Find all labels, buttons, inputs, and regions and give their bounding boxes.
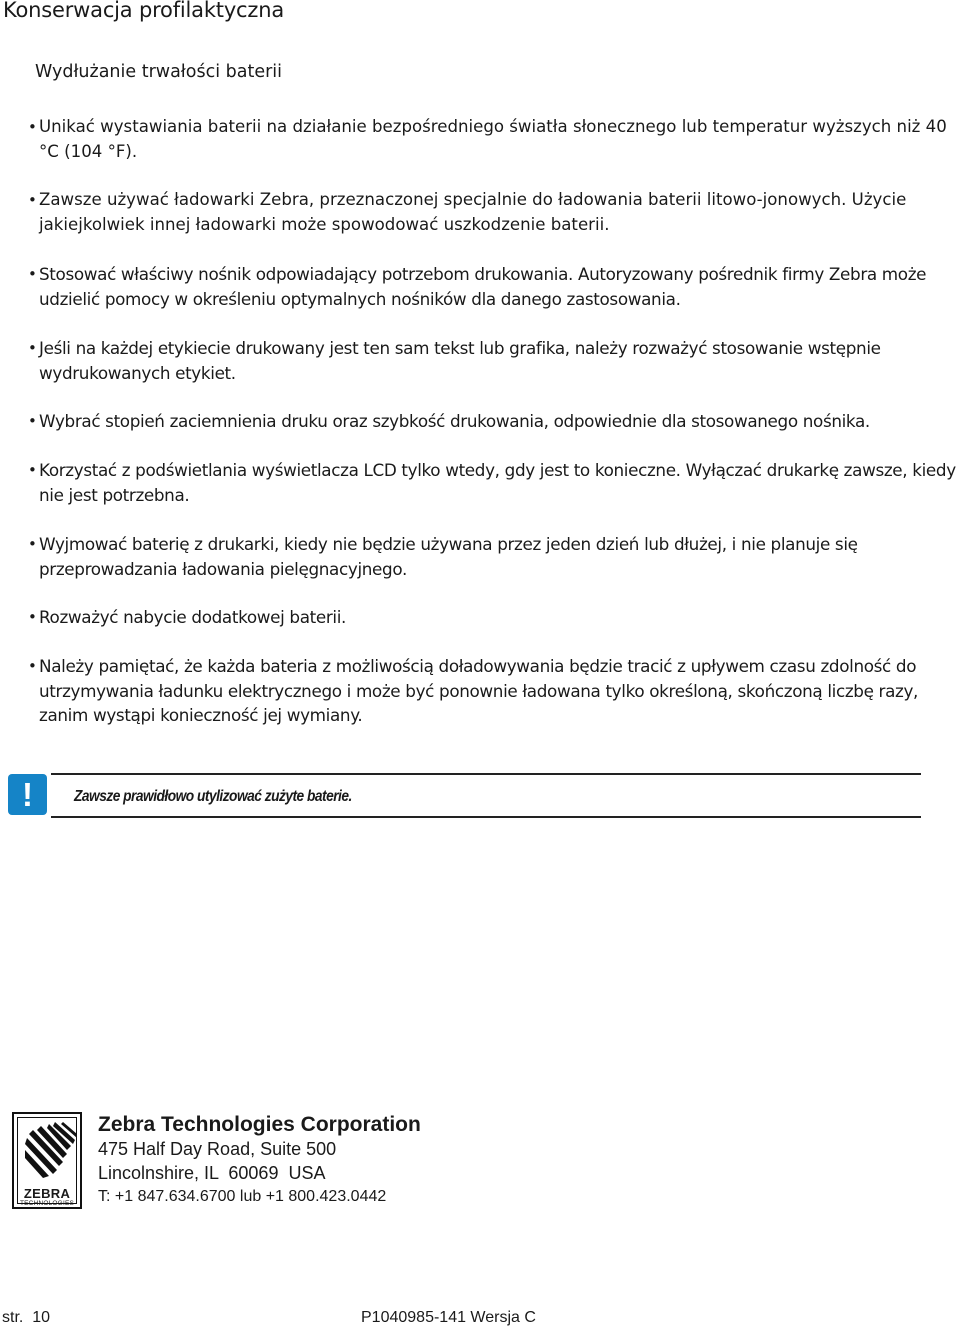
list-item — [28, 409, 959, 434]
company-phone: T: +1 847.634.6700 lub +1 800.423.0442 — [98, 1188, 387, 1205]
list-item-text: Zawsze używać ładowarki Zebra, przeznaczonej specjalnie do ładowania baterii litowo-jonowych. Użycie jakiejkolwiek innej ładowarki może spowodować uszkodzenie baterii. — [39, 190, 907, 234]
zebra-logo — [12, 1112, 82, 1209]
list-item-text: Należy pamiętać, że każda bateria z możliwością doładowywania będzie tracić z upływem czasu zdolność do utrzymywania ładunku elektrycznego i może być ponownie ładowana tylko określoną, skończoną liczbę razy, zanim wystąpi konieczność jej wymiany. — [39, 656, 919, 725]
company-address-1: 475 Half Day Road, Suite 500 — [98, 1139, 337, 1159]
list-item — [28, 115, 959, 164]
bullet-icon: • — [28, 535, 37, 553]
bullet-icon: • — [28, 191, 37, 209]
bullet-icon: • — [28, 339, 37, 357]
list-item-text: Jeśli na każdej etykiecie drukowany jest ten sam tekst lub grafika, należy rozważyć stosowanie wstępnie wydrukowanych etykiet. — [39, 338, 881, 383]
bullet-icon: • — [28, 608, 37, 626]
company-name: Zebra Technologies Corporation — [98, 1113, 421, 1136]
page-title: Konserwacja profilaktyczna — [3, 0, 284, 22]
list-item — [28, 188, 959, 237]
list-item-text: Rozważyć nabycie dodatkowej baterii. — [39, 607, 347, 627]
list-item — [28, 336, 959, 385]
list-item-text: Unikać wystawiania baterii na działanie bezpośredniego światła słonecznego lub temperatur wyższych niż 40 °C (104 °F). — [39, 117, 947, 161]
company-info — [98, 1112, 421, 1208]
list-item — [28, 532, 959, 581]
exclamation-icon: ! — [8, 774, 47, 815]
notice-rule-top — [51, 773, 921, 775]
bullet-icon: • — [28, 461, 37, 479]
list-item — [28, 654, 960, 728]
list-item — [28, 605, 959, 630]
list-item-text: Wyjmować baterię z drukarki, kiedy nie będzie używana przez jeden dzień lub dłużej, i nie planuje się przeprowadzania ładowania pielęgnacyjnego. — [39, 534, 858, 579]
logo-subtitle: TECHNOLOGIES — [19, 1200, 75, 1207]
page-number: str. 10 — [2, 1309, 51, 1326]
section-subtitle: Wydłużanie trwałości baterii — [35, 62, 283, 82]
bullet-icon: • — [28, 412, 37, 430]
list-item-text: Korzystać z podświetlania wyświetlacza LCD tylko wtedy, gdy jest to konieczne. Wyłączać drukarkę zawsze, kiedy nie jest potrzebna. — [39, 460, 956, 505]
bullet-icon: • — [28, 118, 37, 136]
company-address-2: Lincolnshire, IL 60069 USA — [98, 1162, 326, 1183]
bullet-icon: • — [28, 657, 37, 675]
notice-rule-bottom — [51, 816, 921, 818]
list-item-text: Wybrać stopień zaciemnienia druku oraz szybkość drukowania, odpowiednie dla stosowanego nośnika. — [39, 411, 870, 431]
logo-frame — [17, 1117, 77, 1207]
notice-text: Zawsze prawidłowo utylizować zużyte baterie. — [74, 788, 352, 805]
list-item — [28, 458, 959, 507]
bullet-icon: • — [28, 265, 37, 283]
document-id: P1040985-141 Wersja C — [361, 1309, 536, 1326]
zebra-head-icon — [19, 1120, 79, 1182]
logo-name: ZEBRA — [23, 1186, 71, 1201]
list-item-text: Stosować właściwy nośnik odpowiadający potrzebom drukowania. Autoryzowany pośrednik firmy Zebra może udzielić pomocy w określeniu optymalnych nośników dla danego zastosowania. — [39, 264, 927, 309]
list-item — [28, 262, 959, 311]
